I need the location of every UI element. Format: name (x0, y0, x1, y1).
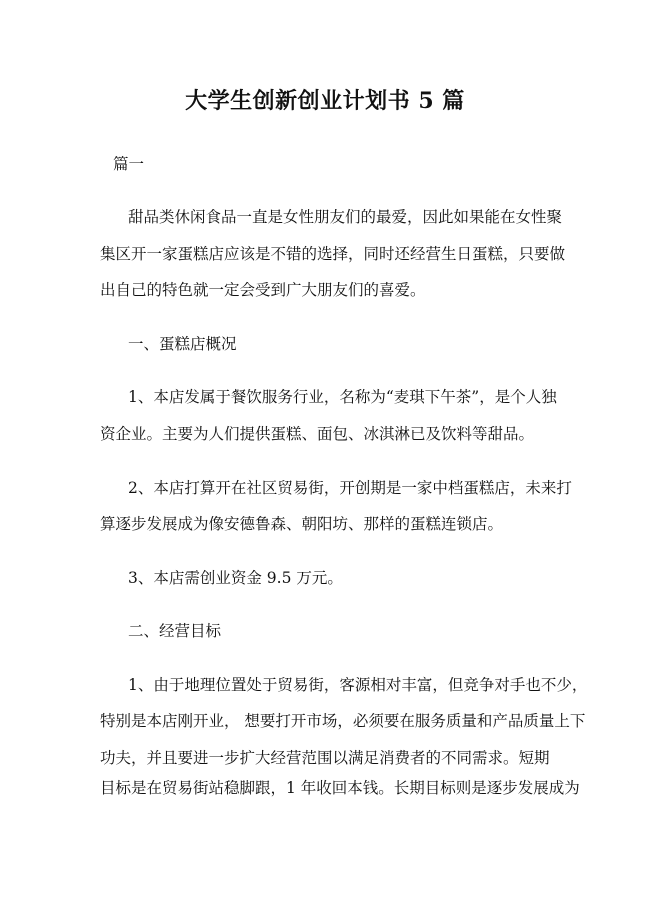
goal-1-line-1: 1、由于地理位置处于贸易街，客源相对丰富，但竞争对手也不少， (128, 676, 588, 694)
part-label: 篇一 (113, 155, 145, 173)
goal-1-line-2: 特别是本店刚开业， 想要打开市场，必须要在服务质量和产品质量上下 (100, 712, 586, 730)
goal-1-line-3: 功夫，并且要进一步扩大经营范围以满足消费者的不同需求。短期 (100, 749, 550, 767)
intro-line-2: 集区开一家蛋糕店应该是不错的选择，同时还经营生日蛋糕，只要做 (100, 245, 566, 263)
item-3: 3、本店需创业资金 9.5 万元。 (128, 569, 343, 587)
section-1-heading: 一、蛋糕店概况 (128, 335, 237, 353)
document-title: 大学生创新创业计划书 5 篇 (185, 88, 465, 114)
item-2-line-1: 2、本店打算开在社区贸易街，开创期是一家中档蛋糕店，未来打 (128, 479, 572, 497)
intro-line-1: 甜品类休闲食品一直是女性朋友们的最爱，因此如果能在女性聚 (128, 208, 563, 226)
section-2-heading: 二、经营目标 (128, 622, 222, 640)
goal-1-line-4: 目标是在贸易街站稳脚跟，1 年收回本钱。长期目标则是逐步发展成为 (100, 779, 580, 797)
item-1-line-2: 资企业。主要为人们提供蛋糕、面包、冰淇淋已及饮料等甜品。 (100, 425, 535, 443)
item-1-line-1: 1、本店发属于餐饮服务行业，名称为“麦琪下午茶”，是个人独 (128, 388, 557, 406)
item-2-line-2: 算逐步发展成为像安德鲁森、朝阳坊、那样的蛋糕连锁店。 (100, 515, 504, 533)
intro-line-3: 出自己的特色就一定会受到广大朋友们的喜爱。 (100, 281, 426, 299)
